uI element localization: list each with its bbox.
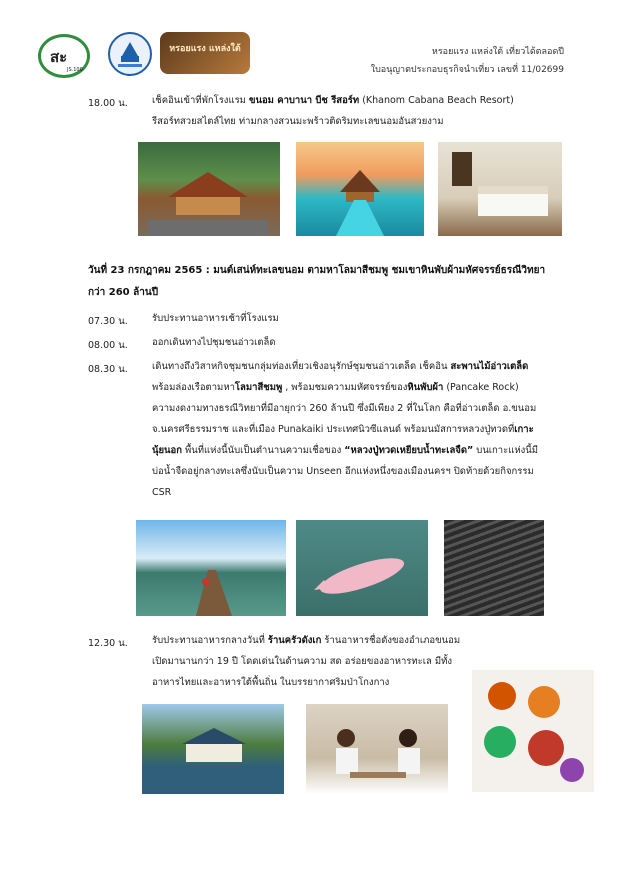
js100-logo-text: สะ (50, 48, 68, 66)
horoi-raeng-logo-text: หรอยแรง แหล่งใต้ (169, 44, 241, 54)
time-1800: 18.00 น. (88, 98, 128, 109)
logo-group (38, 32, 248, 76)
time-1230: 12.30 น. (88, 638, 128, 649)
seafood-dishes-photo (472, 670, 594, 792)
time-0800: 08.00 น. (88, 340, 128, 351)
header-license: ใบอนุญาตประกอบธุรกิจนำเที่ยว เลขที่ 11/02699 (370, 65, 564, 75)
time-0730: 07.30 น. (88, 316, 128, 327)
lunch-text: รับประทานอาหารกลางวันที่ ร้านครัวดังเก ร้านอาหารชื่อดังของอำเภอขนอม เปิดมานานกว่า 19 ปี โดดเด่นในด้านความ สด อร่อยของอาหารทะเล มีทั้งอาหารไทยและอาหารใต้พื้นถิ่น ในบรรยากาศริมป่าโกงกาง (152, 635, 461, 688)
pool-photo (296, 142, 424, 236)
time-0830: 08.30 น. (88, 364, 128, 375)
hotel-room-photo (438, 142, 562, 236)
tourism-association-logo (108, 32, 152, 76)
restaurant-waterfront-photo (142, 704, 284, 794)
js100-logo-sub: JS.100 (67, 67, 83, 73)
day-heading: วันที่ 23 กรกฎาคม 2565 : มนต์เสน่ห์ทะเลขนอม ตามหาโลมาสีชมพู ชมเขาหินพับผ้ามหัศจรรย์ธรณีวิทยากว่า 260 ล้านปี (88, 265, 546, 298)
resort-aerial-photo (138, 142, 280, 236)
pink-dolphin-photo (296, 520, 428, 616)
pancake-rock-photo (444, 520, 544, 616)
ao-talet-text: เดินทางถึงวิสาหกิจชุมชนกลุ่มท่องเที่ยวเชิงอนุรักษ์ชุมชนอ่าวเตล็ด เช็คอิน สะพานไม้อ่าวเตล็ด พร้อมล่องเรือตามหาโลมาสีชมพู , พร้อมชมความมหัศจรรย์ของหินพับผ้า (Pancake Rock) ความงดงามทางธรณีวิทยาที่มีอายุกว่า 260 ล้านปี ซึ่งมีเพียง 2 ที่ในโลก คือที่อ่าวเตล็ด อ.ขนอม จ.นครศรีธรรมราช และที่เมือง Punakaiki ประเทศนิวซีแลนด์ พร้อมนมัสการหลวงปู่ทวดที่เกาะนุ้ยนอก พื้นที่แห่งนี้นับเป็นตำนานความเชื่อของ “หลวงปู่ทวดเหยียบน้ำทะเลจืด” บนเกาะแห่งนี้มีบ่อน้ำจืดอยู่กลางทะเลซึ่งนับเป็นความ Unseen อีกแห่งหนึ่งของเมืองนครฯ ปิดท้ายด้วยกิจกรรม CSR (152, 361, 539, 498)
depart-text: ออกเดินทางไปชุมชนอ่าวเตล็ด (152, 337, 276, 348)
temple-icon (110, 34, 150, 74)
checkin-text: เช็คอินเข้าที่พักโรงแรม ขนอม คาบานา บีช รีสอร์ท (Khanom Cabana Beach Resort) รีสอร์ทสวยสไตล์ไทย ท่ามกลางสวนมะพร้าวติดริมทะเลขนอมอันสวยงาม (152, 95, 514, 127)
js100-logo (38, 34, 90, 78)
diners-photo (306, 704, 448, 794)
wooden-bridge-photo (136, 520, 286, 616)
breakfast-text: รับประทานอาหารเช้าที่โรงแรม (152, 313, 279, 324)
header-tagline: หรอยแรง แหล่งใต้ เที่ยวได้ตลอดปี (431, 47, 564, 57)
horoi-raeng-logo (160, 32, 250, 74)
